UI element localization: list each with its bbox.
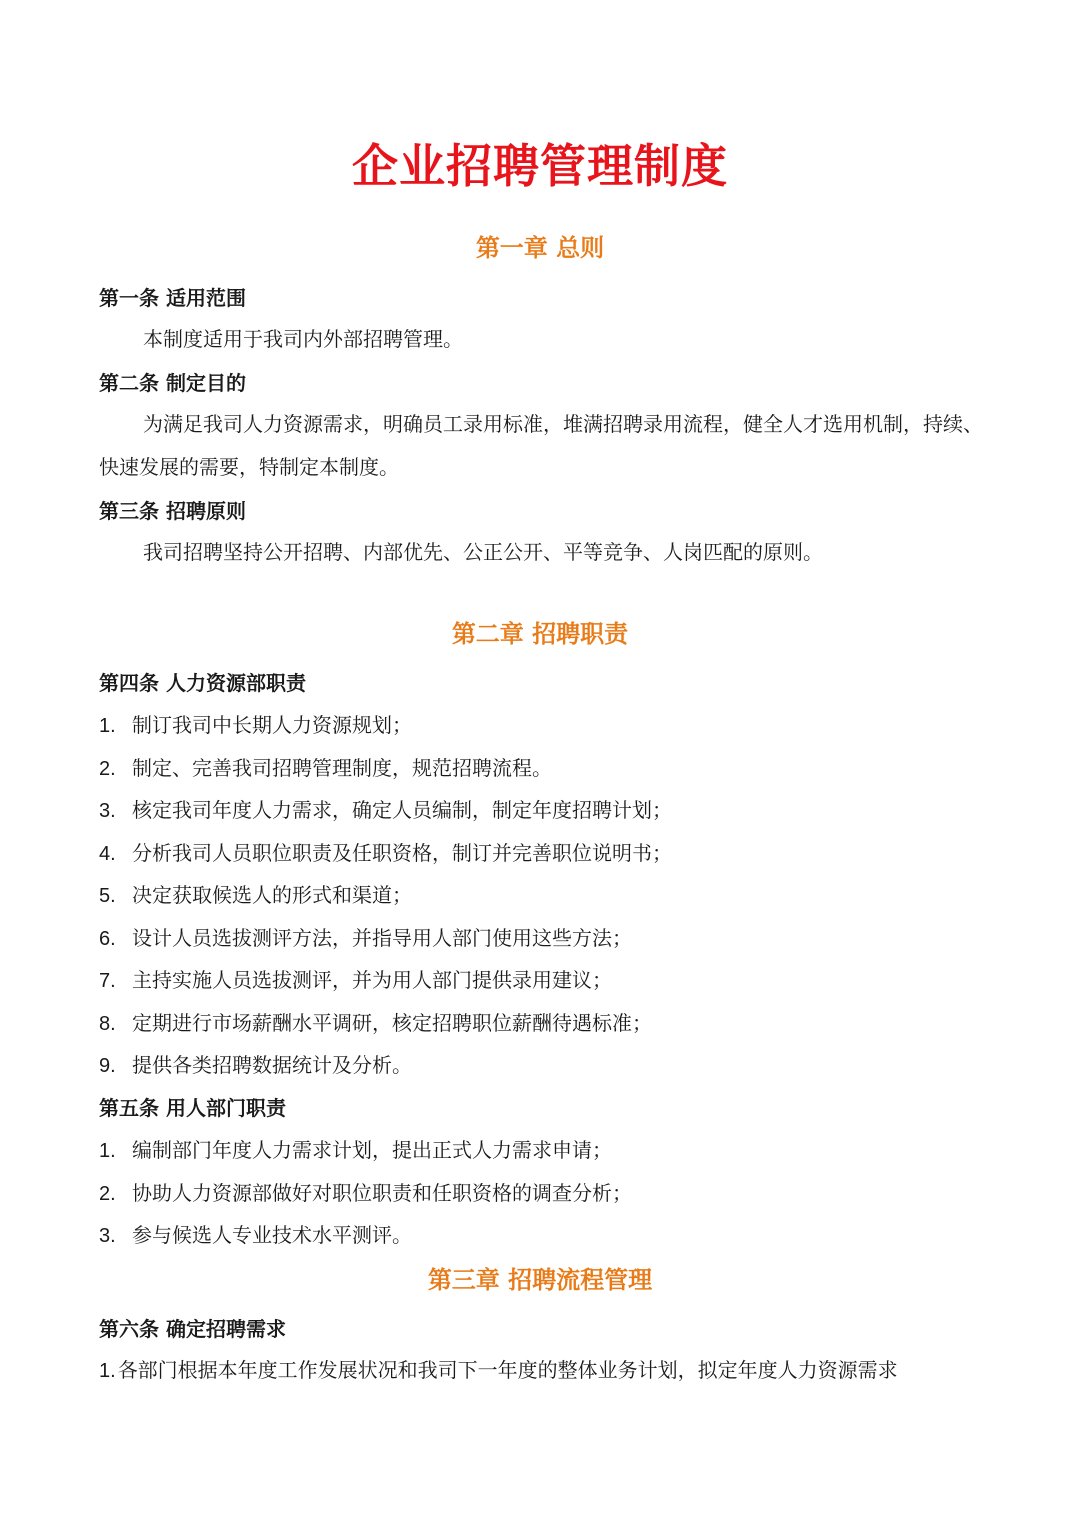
article-2-heading: 第二条 制定目的 [99, 371, 246, 395]
list-item-text: 分析我司人员职位职责及任职资格，制订并完善职位说明书； [132, 841, 672, 865]
article-1-text: 本制度适用于我司内外部招聘管理。 [143, 327, 463, 351]
article-3-heading: 第三条 招聘原则 [99, 499, 246, 523]
list-item-number: 2. [99, 758, 116, 780]
list-item-text: 提供各类招聘数据统计及分析。 [132, 1053, 412, 1077]
list-item-number: 1. [99, 1360, 116, 1382]
list-item [99, 1179, 989, 1208]
article-6-heading: 第六条 确定招聘需求 [99, 1317, 286, 1341]
list-item-number: 1. [99, 715, 116, 737]
list-item-text: 主持实施人员选拔测评，并为用人部门提供录用建议； [132, 968, 612, 992]
list-item [99, 1356, 989, 1385]
list-item-number: 1. [99, 1140, 116, 1162]
list-item-text: 参与候选人专业技术水平测评。 [132, 1223, 412, 1247]
list-item [99, 924, 989, 953]
list-item [99, 1221, 989, 1250]
list-item-text: 编制部门年度人力需求计划，提出正式人力需求申请； [132, 1138, 612, 1162]
list-item-number: 6. [99, 928, 116, 950]
list-item-number: 3. [99, 1225, 116, 1247]
list-item-number: 3. [99, 800, 116, 822]
list-item [99, 966, 989, 995]
article-4-heading: 第四条 人力资源部职责 [99, 671, 306, 695]
list-item [99, 796, 989, 825]
list-item-text: 决定获取候选人的形式和渠道； [132, 883, 412, 907]
article-5-heading: 第五条 用人部门职责 [99, 1096, 286, 1120]
list-item-text: 各部门根据本年度工作发展状况和我司下一年度的整体业务计划，拟定年度人力资源需求 [117, 1358, 898, 1382]
list-item-number: 4. [99, 843, 116, 865]
article-3-text: 我司招聘坚持公开招聘、内部优先、公正公开、平等竞争、人岗匹配的原则。 [143, 540, 823, 564]
list-item [99, 1051, 989, 1080]
list-item [99, 881, 989, 910]
article-1-heading: 第一条 适用范围 [99, 286, 246, 310]
list-item [99, 711, 989, 740]
document-title: 企业招聘管理制度 [352, 139, 728, 193]
list-item-text: 制定、完善我司招聘管理制度，规范招聘流程。 [132, 756, 552, 780]
list-item-number: 5. [99, 885, 116, 907]
list-item [99, 1009, 989, 1038]
list-item-number: 8. [99, 1013, 116, 1035]
list-item-text: 协助人力资源部做好对职位职责和任职资格的调查分析； [132, 1181, 632, 1205]
list-item-number: 7. [99, 970, 116, 992]
chapter-3-heading: 第三章 招聘流程管理 [427, 1266, 653, 1294]
list-item-number: 2. [99, 1183, 116, 1205]
list-item-text: 核定我司年度人力需求，确定人员编制，制定年度招聘计划； [132, 798, 672, 822]
list-item [99, 754, 989, 783]
chapter-2-heading: 第二章 招聘职责 [451, 620, 629, 648]
article-2-text: 为满足我司人力资源需求，明确员工录用标准，堆满招聘录用流程，健全人才选用机制，持续、快速发展的需要，特制定本制度。 [99, 412, 983, 479]
list-item-text: 定期进行市场薪酬水平调研，核定招聘职位薪酬待遇标准； [132, 1011, 652, 1035]
list-item [99, 1136, 989, 1165]
list-item-text: 设计人员选拔测评方法，并指导用人部门使用这些方法； [132, 926, 632, 950]
list-item-number: 9. [99, 1055, 116, 1077]
list-item-text: 制订我司中长期人力资源规划； [132, 713, 412, 737]
list-item [99, 839, 989, 868]
chapter-1-heading: 第一章 总则 [475, 234, 605, 262]
